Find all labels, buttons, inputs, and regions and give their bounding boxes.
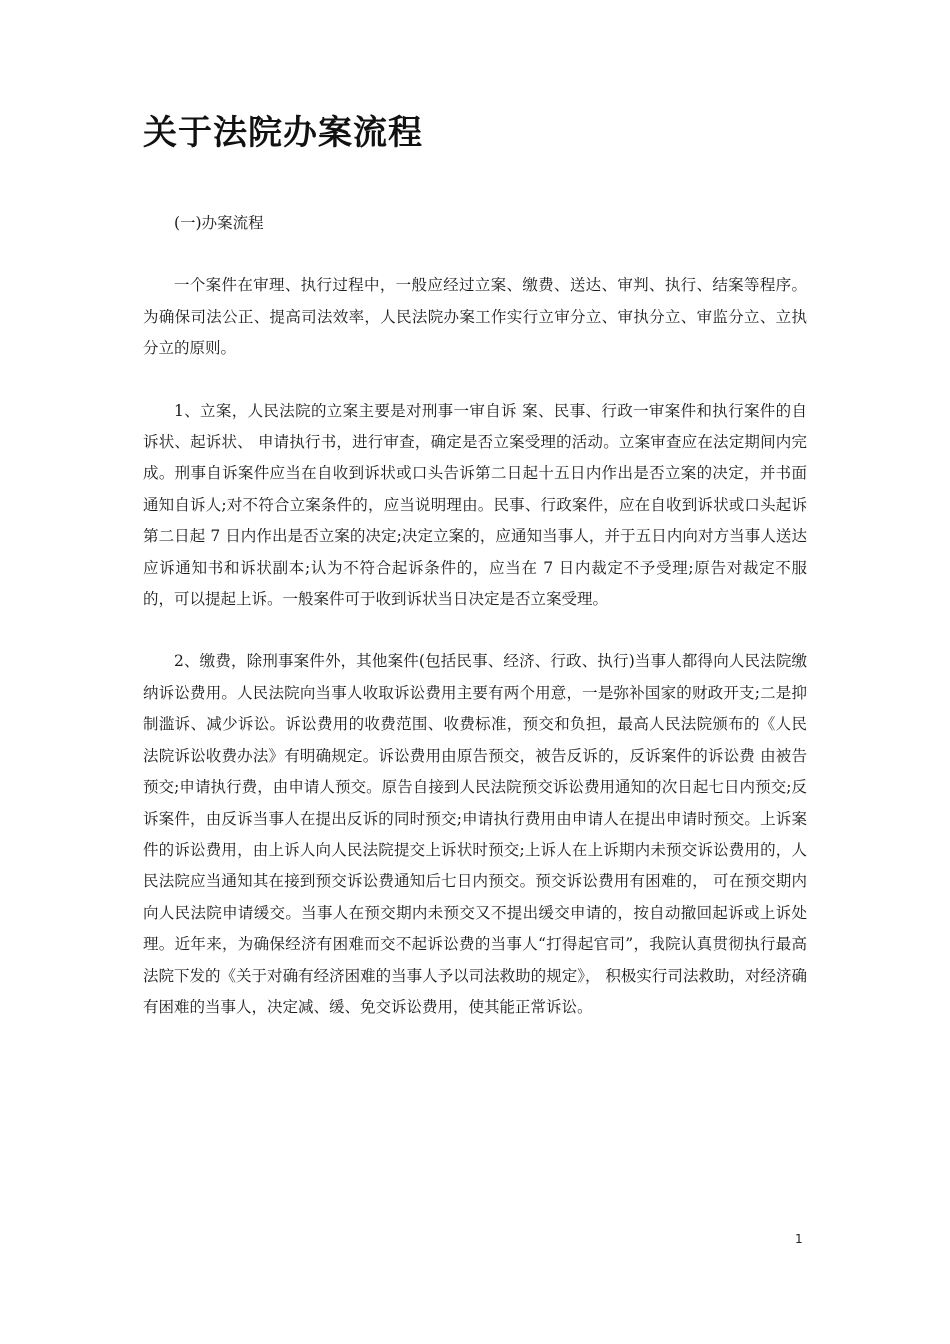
page-number: 1 xyxy=(795,1232,803,1246)
paragraph-fees: 2、缴费，除刑事案件外，其他案件(包括民事、经济、行政、执行)当事人都得向人民法院缴纳诉讼费用。人民法院向当事人收取诉讼费用主要有两个用意，一是弥补国家的财政开支;二是抑制滥诉、减少诉讼。诉讼费用的收费范围、收费标准，预交和负担，最高人民法院颁布的《人民法院诉讼收费办法》有明确规定。诉讼费用由原告预交，被告反诉的，反诉案件的诉讼费 由被告预交;申请执行费，由申请人预交。原告自接到人民法院预交诉讼费用通知的次日起七日内预交;反诉案件，由反诉当事人在提出反诉的同时预交;申请执行费用由申请人在提出申请时预交。上诉案件的诉讼费用，由上诉人向人民法院提交上诉状时预交;上诉人在上诉期内未预交诉讼费用的，人民法院应当通知其在接到预交诉讼费通知后七日内预交。预交诉讼费用有困难的， 可在预交期内向人民法院申请缓交。当事人在预交期内未预交又不提出缓交申请的，按自动撤回起诉或上诉处理。近年来，为确保经济有困难而交不起诉讼费的当事人“打得起官司”，我院认真贯彻执行最高法院下发的《关于对确有经济困难的当事人予以司法救助的规定》， 积极实行司法救助，对经济确有困难的当事人，决定减、缓、免交诉讼费用，使其能正常诉讼。 xyxy=(143,652,807,1016)
document-body xyxy=(143,208,807,1023)
section-heading: (一)办案流程 xyxy=(174,214,264,232)
paragraph-filing: 1、立案，人民法院的立案主要是对刑事一审自诉 案、民事、行政一审案件和执行案件的自诉状、起诉状、 申请执行书，进行审查，确定是否立案受理的活动。立案审查应在法定期间内完成。刑事自诉案件应当在自收到诉状或口头告诉第二日起十五日内作出是否立案的决定，并书面通知自诉人;对不符合立案条件的，应当说明理由。民事、行政案件，应在自收到诉状或口头起诉 第二日起 7 日内作出是否立案的决定;决定立案的，应通知当事人，并于五日内向对方当事人送达应诉通知书和诉状副本;认为不符合起诉条件的，应当在 7 日内裁定不予受理;原告对裁定不服的，可以提起上诉。一般案件可于收到诉状当日决定是否立案受理。 xyxy=(143,401,807,609)
document-title: 关于法院办案流程 xyxy=(143,113,423,153)
paragraph-intro: 一个案件在审理、执行过程中，一般应经过立案、缴费、送达、审判、执行、结案等程序。为确保司法公正、提高司法效率，人民法院办案工作实行立审分立、审执分立、审监分立、立执分立的原则。 xyxy=(143,276,807,358)
